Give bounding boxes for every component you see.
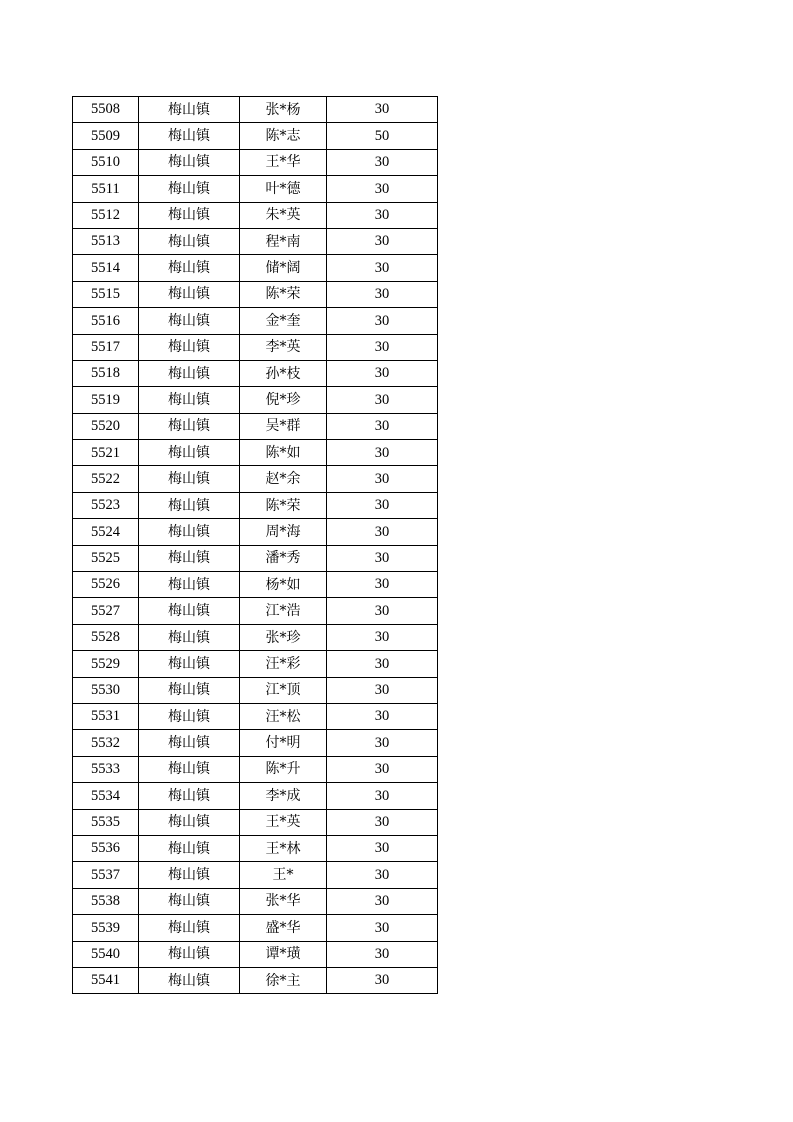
table-row: [73, 308, 438, 334]
person-name-cell: 陈*志: [240, 123, 327, 149]
amount-cell: 30: [327, 466, 438, 492]
town-cell: 梅山镇: [139, 149, 240, 175]
table-row: [73, 97, 438, 123]
amount-cell: 30: [327, 624, 438, 650]
table-row: [73, 519, 438, 545]
amount-cell: 30: [327, 334, 438, 360]
amount-cell: 30: [327, 97, 438, 123]
table-row: [73, 651, 438, 677]
row-id-cell: 5508: [73, 97, 139, 123]
row-id-cell: 5529: [73, 651, 139, 677]
table-row: [73, 202, 438, 228]
row-id-cell: 5514: [73, 255, 139, 281]
row-id-cell: 5538: [73, 888, 139, 914]
row-id-cell: 5521: [73, 440, 139, 466]
table-row: [73, 492, 438, 518]
amount-cell: 30: [327, 202, 438, 228]
row-id-cell: 5516: [73, 308, 139, 334]
person-name-cell: 谭*璜: [240, 941, 327, 967]
person-name-cell: 陈*升: [240, 756, 327, 782]
person-name-cell: 江*顶: [240, 677, 327, 703]
person-name-cell: 张*华: [240, 888, 327, 914]
town-cell: 梅山镇: [139, 835, 240, 861]
person-name-cell: 金*奎: [240, 308, 327, 334]
town-cell: 梅山镇: [139, 545, 240, 571]
table-row: [73, 572, 438, 598]
person-name-cell: 陈*荣: [240, 492, 327, 518]
table-row: [73, 413, 438, 439]
amount-cell: 30: [327, 888, 438, 914]
row-id-cell: 5520: [73, 413, 139, 439]
person-name-cell: 王*: [240, 862, 327, 888]
town-cell: 梅山镇: [139, 941, 240, 967]
row-id-cell: 5537: [73, 862, 139, 888]
table-row: [73, 228, 438, 254]
row-id-cell: 5535: [73, 809, 139, 835]
row-id-cell: 5522: [73, 466, 139, 492]
town-cell: 梅山镇: [139, 123, 240, 149]
town-cell: 梅山镇: [139, 466, 240, 492]
person-name-cell: 王*华: [240, 149, 327, 175]
amount-cell: 30: [327, 360, 438, 386]
person-name-cell: 李*英: [240, 334, 327, 360]
roster-sheet: [72, 96, 438, 994]
row-id-cell: 5536: [73, 835, 139, 861]
table-row: [73, 941, 438, 967]
person-name-cell: 杨*如: [240, 572, 327, 598]
person-name-cell: 潘*秀: [240, 545, 327, 571]
person-name-cell: 赵*余: [240, 466, 327, 492]
town-cell: 梅山镇: [139, 756, 240, 782]
row-id-cell: 5524: [73, 519, 139, 545]
row-id-cell: 5519: [73, 387, 139, 413]
town-cell: 梅山镇: [139, 202, 240, 228]
town-cell: 梅山镇: [139, 492, 240, 518]
amount-cell: 30: [327, 440, 438, 466]
row-id-cell: 5533: [73, 756, 139, 782]
table-row: [73, 677, 438, 703]
person-name-cell: 徐*主: [240, 967, 327, 993]
town-cell: 梅山镇: [139, 176, 240, 202]
person-name-cell: 付*明: [240, 730, 327, 756]
amount-cell: 30: [327, 651, 438, 677]
town-cell: 梅山镇: [139, 519, 240, 545]
town-cell: 梅山镇: [139, 598, 240, 624]
table-row: [73, 334, 438, 360]
town-cell: 梅山镇: [139, 387, 240, 413]
town-cell: 梅山镇: [139, 281, 240, 307]
person-name-cell: 倪*珍: [240, 387, 327, 413]
person-name-cell: 汪*松: [240, 703, 327, 729]
town-cell: 梅山镇: [139, 783, 240, 809]
table-row: [73, 123, 438, 149]
row-id-cell: 5512: [73, 202, 139, 228]
person-name-cell: 盛*华: [240, 915, 327, 941]
town-cell: 梅山镇: [139, 651, 240, 677]
person-name-cell: 程*南: [240, 228, 327, 254]
person-name-cell: 陈*荣: [240, 281, 327, 307]
town-cell: 梅山镇: [139, 915, 240, 941]
person-name-cell: 张*杨: [240, 97, 327, 123]
amount-cell: 50: [327, 123, 438, 149]
row-id-cell: 5515: [73, 281, 139, 307]
amount-cell: 30: [327, 862, 438, 888]
table-row: [73, 255, 438, 281]
town-cell: 梅山镇: [139, 97, 240, 123]
person-name-cell: 江*浩: [240, 598, 327, 624]
row-id-cell: 5513: [73, 228, 139, 254]
town-cell: 梅山镇: [139, 862, 240, 888]
amount-cell: 30: [327, 176, 438, 202]
table-row: [73, 149, 438, 175]
row-id-cell: 5517: [73, 334, 139, 360]
amount-cell: 30: [327, 730, 438, 756]
row-id-cell: 5509: [73, 123, 139, 149]
roster-table-body: [73, 97, 438, 994]
amount-cell: 30: [327, 783, 438, 809]
row-id-cell: 5532: [73, 730, 139, 756]
row-id-cell: 5518: [73, 360, 139, 386]
amount-cell: 30: [327, 809, 438, 835]
person-name-cell: 叶*德: [240, 176, 327, 202]
town-cell: 梅山镇: [139, 334, 240, 360]
town-cell: 梅山镇: [139, 308, 240, 334]
amount-cell: 30: [327, 255, 438, 281]
amount-cell: 30: [327, 308, 438, 334]
person-name-cell: 孙*枝: [240, 360, 327, 386]
table-row: [73, 176, 438, 202]
person-name-cell: 朱*英: [240, 202, 327, 228]
town-cell: 梅山镇: [139, 255, 240, 281]
person-name-cell: 李*成: [240, 783, 327, 809]
person-name-cell: 张*珍: [240, 624, 327, 650]
amount-cell: 30: [327, 228, 438, 254]
amount-cell: 30: [327, 756, 438, 782]
town-cell: 梅山镇: [139, 703, 240, 729]
row-id-cell: 5511: [73, 176, 139, 202]
person-name-cell: 王*英: [240, 809, 327, 835]
table-row: [73, 783, 438, 809]
table-row: [73, 387, 438, 413]
amount-cell: 30: [327, 835, 438, 861]
row-id-cell: 5541: [73, 967, 139, 993]
town-cell: 梅山镇: [139, 730, 240, 756]
amount-cell: 30: [327, 545, 438, 571]
roster-table: [72, 96, 438, 994]
town-cell: 梅山镇: [139, 677, 240, 703]
table-row: [73, 466, 438, 492]
town-cell: 梅山镇: [139, 967, 240, 993]
row-id-cell: 5526: [73, 572, 139, 598]
town-cell: 梅山镇: [139, 413, 240, 439]
row-id-cell: 5534: [73, 783, 139, 809]
town-cell: 梅山镇: [139, 228, 240, 254]
table-row: [73, 730, 438, 756]
town-cell: 梅山镇: [139, 624, 240, 650]
town-cell: 梅山镇: [139, 360, 240, 386]
row-id-cell: 5530: [73, 677, 139, 703]
amount-cell: 30: [327, 967, 438, 993]
table-row: [73, 915, 438, 941]
amount-cell: 30: [327, 572, 438, 598]
amount-cell: 30: [327, 387, 438, 413]
table-row: [73, 624, 438, 650]
table-row: [73, 756, 438, 782]
amount-cell: 30: [327, 149, 438, 175]
person-name-cell: 吴*群: [240, 413, 327, 439]
person-name-cell: 储*阔: [240, 255, 327, 281]
amount-cell: 30: [327, 703, 438, 729]
town-cell: 梅山镇: [139, 572, 240, 598]
amount-cell: 30: [327, 519, 438, 545]
row-id-cell: 5523: [73, 492, 139, 518]
person-name-cell: 陈*如: [240, 440, 327, 466]
row-id-cell: 5540: [73, 941, 139, 967]
row-id-cell: 5528: [73, 624, 139, 650]
amount-cell: 30: [327, 598, 438, 624]
row-id-cell: 5510: [73, 149, 139, 175]
table-row: [73, 545, 438, 571]
amount-cell: 30: [327, 413, 438, 439]
town-cell: 梅山镇: [139, 809, 240, 835]
town-cell: 梅山镇: [139, 440, 240, 466]
row-id-cell: 5531: [73, 703, 139, 729]
table-row: [73, 360, 438, 386]
table-row: [73, 835, 438, 861]
row-id-cell: 5527: [73, 598, 139, 624]
table-row: [73, 281, 438, 307]
amount-cell: 30: [327, 941, 438, 967]
town-cell: 梅山镇: [139, 888, 240, 914]
amount-cell: 30: [327, 492, 438, 518]
table-row: [73, 862, 438, 888]
row-id-cell: 5539: [73, 915, 139, 941]
table-row: [73, 598, 438, 624]
row-id-cell: 5525: [73, 545, 139, 571]
table-row: [73, 888, 438, 914]
amount-cell: 30: [327, 281, 438, 307]
table-row: [73, 809, 438, 835]
amount-cell: 30: [327, 915, 438, 941]
person-name-cell: 周*海: [240, 519, 327, 545]
person-name-cell: 王*林: [240, 835, 327, 861]
table-row: [73, 440, 438, 466]
table-row: [73, 703, 438, 729]
table-row: [73, 967, 438, 993]
amount-cell: 30: [327, 677, 438, 703]
person-name-cell: 汪*彩: [240, 651, 327, 677]
